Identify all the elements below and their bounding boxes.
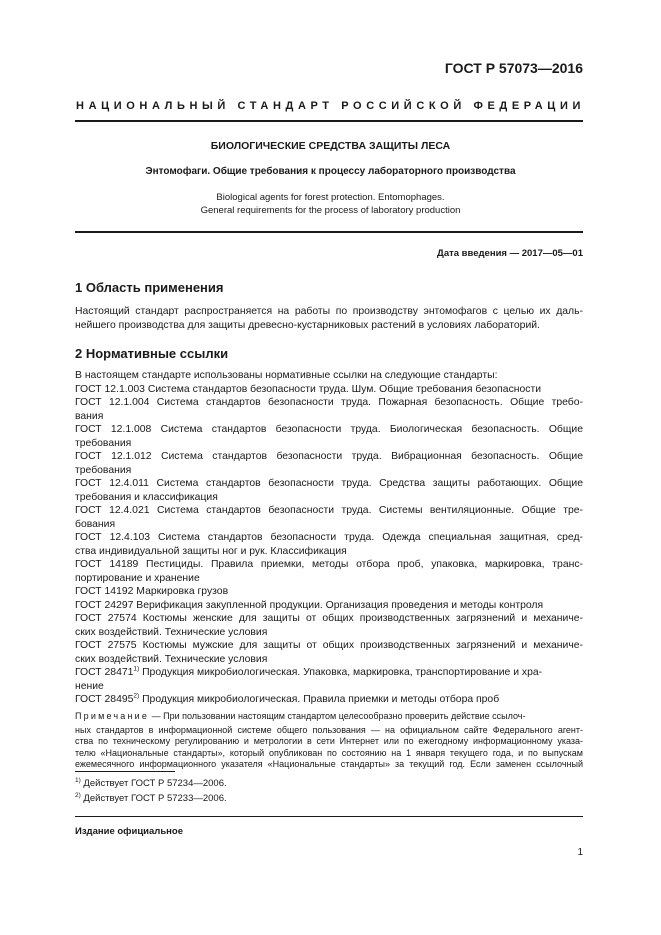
reference-line-gost-28471 (75, 666, 583, 680)
reference-code: ГОСТ 28471 (75, 667, 134, 678)
note-line-5: ежемесячного информационного указателя «Национальные стандарты» за текущий год. Если заменен ссылочный (75, 759, 583, 770)
footnote-2-mark: 2) (75, 791, 81, 799)
reference-line: требования (75, 464, 132, 476)
note-label: Примечание (75, 711, 150, 721)
reference-code: ГОСТ 28495 (75, 694, 134, 705)
section-1-body (75, 305, 583, 332)
footnote-2 (75, 793, 227, 804)
header-rule (75, 120, 583, 122)
reference-description: Продукция микробиологическая. Упаковка, маркировка, транспортирование и хра- (139, 667, 543, 678)
footnote-marker: 1) (133, 665, 140, 673)
footnote-1-text: Действует ГОСТ Р 57234—2006. (80, 778, 227, 789)
edition-label: Издание официальное (75, 826, 183, 837)
page-number: 1 (577, 847, 583, 858)
footnote-1-mark: 1) (75, 776, 81, 784)
reference-line: бования (75, 518, 116, 530)
footnote-1 (75, 778, 227, 789)
reference-description: Продукция микробиологическая. Правила приемки и методы отбора проб (139, 694, 500, 705)
reference-line: ГОСТ 12.4.011 Система стандартов безопасности труда. Средства защиты работающих. Общие (75, 478, 583, 489)
section-2-body (75, 369, 583, 707)
english-title-line-1: Biological agents for forest protection. Entomophages. (216, 192, 445, 203)
footer-rule (75, 816, 583, 817)
note-line-4: телю «Национальные стандарты», который опубликован по состоянию на 1 января текущего года, и по выпускам (75, 747, 583, 758)
section-1-line-1: Настоящий стандарт распространяется на работы по производству энтомофагов с целью их даль- (75, 306, 583, 317)
reference-line: портирование и хранение (75, 572, 200, 584)
section-1-line-2: нейшего производства для защиты древесно-кустарниковых растений в условиях лабораторий. (75, 319, 540, 331)
section-2-heading: 2 Нормативные ссылки (75, 346, 229, 361)
title-rule (75, 231, 583, 233)
reference-line: ГОСТ 12.1.003 Система стандартов безопасности труда. Шум. Общие требования безопасности (75, 383, 542, 395)
national-standard-banner: НАЦИОНАЛЬНЫЙ СТАНДАРТ РОССИЙСКОЙ ФЕДЕРАЦИИ (76, 100, 585, 112)
reference-line: ских воздействий. Технические условия (75, 653, 268, 665)
reference-line: нение (75, 680, 104, 692)
footnote-2-text: Действует ГОСТ Р 57233—2006. (80, 793, 227, 804)
reference-line: ства индивидуальной защиты ног и рук. Классификация (75, 545, 347, 557)
note-text: — При пользовании настоящим стандартом целесообразно проверить действие ссылоч- (149, 711, 526, 721)
note-line-2: ных стандартов в информационной системе общего пользования — на официальном сайте Федерального агент- (75, 724, 583, 735)
reference-line: ГОСТ 12.4.021 Система стандартов безопасности труда. Системы вентиляционные. Общие тре- (75, 505, 583, 516)
reference-line: ских воздействий. Технические условия (75, 626, 268, 638)
introduction-date: Дата введения — 2017—05—01 (437, 248, 583, 259)
reference-line: ГОСТ 12.4.103 Система стандартов безопасности труда. Одежда специальная защитная, сред- (75, 532, 583, 543)
document-id: ГОСТ Р 57073—2016 (444, 60, 583, 76)
reference-line: требования (75, 437, 132, 449)
reference-line: ГОСТ 12.1.008 Система стандартов безопасности труда. Биологическая безопасность. Общие (75, 424, 583, 435)
reference-line: ГОСТ 27574 Костюмы женские для защиты от общих производственных загрязнений и механиче- (75, 613, 583, 624)
reference-line: ГОСТ 14189 Пестициды. Правила приемки, методы отбора проб, упаковка, маркировка, транс- (75, 559, 583, 570)
footnote-marker: 2) (133, 692, 140, 700)
document-subtitle: Энтомофаги. Общие требования к процессу лабораторного производства (145, 166, 516, 177)
document-title: БИОЛОГИЧЕСКИЕ СРЕДСТВА ЗАЩИТЫ ЛЕСА (210, 140, 451, 152)
reference-line: В настоящем стандарте использованы нормативные ссылки на следующие стандарты: (75, 370, 498, 381)
reference-line: ГОСТ 12.1.004 Система стандартов безопасности труда. Пожарная безопасность. Общие требо- (75, 397, 583, 408)
reference-line: ГОСТ 27575 Костюмы мужские для защиты от общих производственных загрязнений и механиче- (75, 640, 583, 651)
english-title-line-2: General requirements for the process of laboratory production (200, 205, 461, 216)
reference-line: ГОСТ 12.1.012 Система стандартов безопасности труда. Вибрационная безопасность. Общие (75, 451, 583, 462)
reference-line: требования и классификация (75, 491, 218, 503)
section-1-heading: 1 Область применения (75, 280, 224, 295)
reference-line-gost-28495 (75, 693, 583, 707)
reference-line: ГОСТ 24297 Верификация закупленной продукции. Организация проведения и методы контроля (75, 599, 544, 611)
note-block (75, 711, 583, 771)
footnote-separator (75, 771, 175, 772)
reference-line: вания (75, 410, 104, 422)
note-line-1 (75, 711, 583, 725)
reference-line: ГОСТ 14192 Маркировка грузов (75, 586, 229, 597)
note-line-3: ства по техническому регулированию и метрологии в сети Интернет или по ежегодному информационному указа- (75, 736, 583, 747)
